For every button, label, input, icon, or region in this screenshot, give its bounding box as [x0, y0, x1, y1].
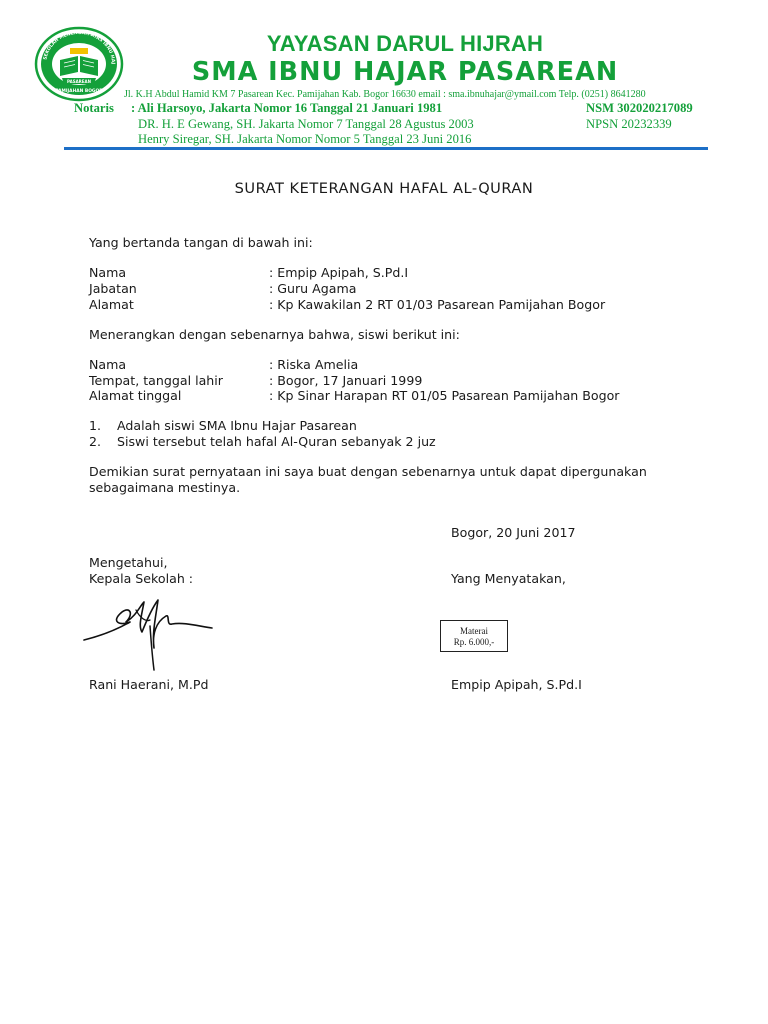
point-1-text: Adalah siswi SMA Ibnu Hajar Pasarean	[117, 418, 357, 433]
notaris-label: Notaris	[74, 101, 114, 115]
signer-position-label: Jabatan	[89, 281, 137, 296]
intro-text: Yang bertanda tangan di bawah ini:	[89, 235, 313, 250]
student-address-label: Alamat tinggal	[89, 388, 182, 403]
right-signer-name: Empip Apipah, S.Pd.I	[451, 677, 582, 692]
school-address: Jl. K.H Abdul Hamid KM 7 Pasarean Kec. Pamijahan Kab. Bogor 16630 email : sma.ibnuhajar@ymail.com Telp. (0251) 8641280	[124, 89, 646, 100]
student-name-value: : Riska Amelia	[269, 357, 359, 372]
nsm-number: NSM 302020217089	[586, 101, 693, 115]
signer-address-value: : Kp Kawakilan 2 RT 01/03 Pasarean Pamijahan Bogor	[269, 297, 606, 312]
school-emblem-icon	[34, 26, 124, 102]
signer-address-label: Alamat	[89, 297, 134, 312]
student-birth-value: : Bogor, 17 Januari 1999	[269, 373, 423, 388]
document-title: SURAT KETERANGAN HAFAL AL-QURAN	[234, 180, 534, 197]
student-name-label: Nama	[89, 357, 127, 372]
closing-line-2: sebagaimana mestinya.	[89, 480, 241, 495]
signer-name-label: Nama	[89, 265, 127, 280]
materai-value: Rp. 6.000,-	[453, 637, 495, 647]
materai-stamp	[440, 620, 508, 652]
left-signer-name: Rani Haerani, M.Pd	[89, 677, 209, 692]
point-2-number: 2.	[89, 434, 102, 449]
notaris-line-3: Henry Siregar, SH. Jakarta Nomor Nomor 5 Tanggal 23 Juni 2016	[138, 132, 472, 146]
point-2-text: Siswi tersebut telah hafal Al-Quran sebanyak 2 juz	[117, 434, 436, 449]
organization-name: YAYASAN DARUL HIJRAH	[266, 31, 544, 56]
student-birth-label: Tempat, tanggal lahir	[89, 373, 223, 388]
student-address-value: : Kp Sinar Harapan RT 01/05 Pasarean Pamijahan Bogor	[269, 388, 620, 403]
svg-text:SEKOLAH MENENGAH ATAS IBNU HAJ: SEKOLAH MENENGAH ATAS IBNU HAJ	[43, 30, 116, 65]
closing-line-1: Demikian surat pernyataan ini saya buat dengan sebenarnya untuk dapat dipergunakan	[89, 464, 647, 479]
letterhead-divider	[64, 147, 708, 150]
statement-text: Menerangkan dengan sebenarnya bahwa, siswi berikut ini:	[89, 327, 460, 342]
signer-name-value: : Empip Apipah, S.Pd.I	[269, 265, 409, 280]
left-sign-line-1: Mengetahui,	[89, 555, 168, 570]
svg-text:PAMIJAHAN BOGOR: PAMIJAHAN BOGOR	[55, 89, 103, 94]
materai-label: Materai	[460, 626, 488, 636]
point-1-number: 1.	[89, 418, 102, 433]
place-date: Bogor, 20 Juni 2017	[451, 525, 576, 540]
left-sign-line-2: Kepala Sekolah :	[89, 571, 194, 586]
svg-text:PASAREAN: PASAREAN	[67, 78, 91, 84]
signature-icon	[80, 592, 220, 680]
right-sign-line-1: Yang Menyatakan,	[451, 571, 566, 586]
signer-position-value: : Guru Agama	[269, 281, 357, 296]
notaris-line-1: : Ali Harsoyo, Jakarta Nomor 16 Tanggal 21 Januari 1981	[131, 101, 443, 115]
school-name: SMA IBNU HAJAR PASAREAN	[191, 57, 619, 87]
notaris-line-2: DR. H. E Gewang, SH. Jakarta Nomor 7 Tanggal 28 Agustus 2003	[138, 117, 474, 131]
npsn-number: NPSN 20232339	[586, 117, 672, 131]
